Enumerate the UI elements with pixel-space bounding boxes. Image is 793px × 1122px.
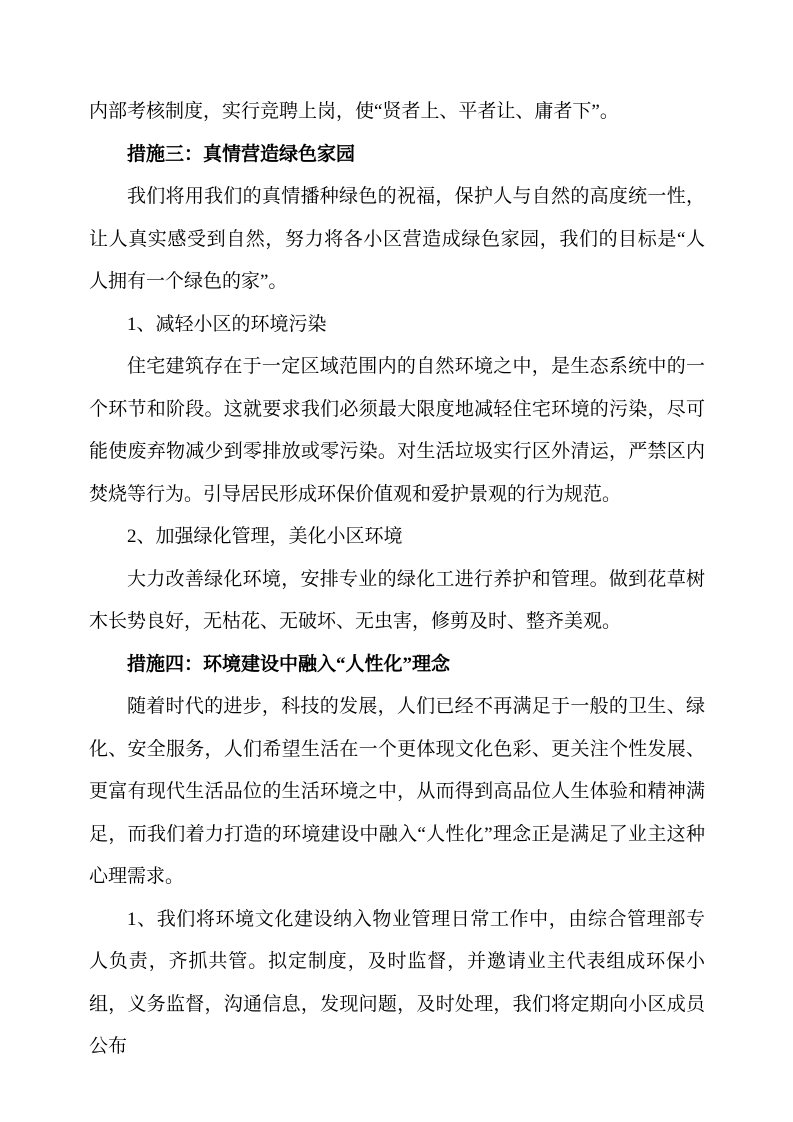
paragraph: 随着时代的进步，科技的发展，人们已经不再满足于一般的卫生、绿化、安全服务，人们希望生活在一个更体现文化色彩、更关注个性发展、更富有现代生活品位的生活环境之中，从而得到高品位人生体验和精神满足，而我们着力打造的环境建设中融入“人性化”理念正是满足了业主这种心理需求。 — [89, 696, 705, 887]
paragraph-continuation: 内部考核制度，实行竞聘上岗，使“贤者上、平者让、庸者下”。 — [89, 101, 619, 122]
paragraph-numbered-1: 1、我们将环境文化建设纳入物业管理日常工作中，由综合管理部专人负责，齐抓共管。拟定制度，及时监督，并邀请业主代表组成环保小组，义务监督，沟通信息，发现问题，及时处理，我们将定期向小区成员公布 — [89, 908, 705, 1057]
section-heading-measure-three: 措施三：真情营造绿色家园 — [127, 143, 356, 165]
paragraph: 我们将用我们的真情播种绿色的祝福，保护人与自然的高度统一性，让人真实感受到自然，努力将各小区营造成绿色家园，我们的目标是“人人拥有一个绿色的家”。 — [89, 186, 705, 292]
subheading-item-1: 1、减轻小区的环境污染 — [127, 313, 327, 335]
section-heading-measure-four: 措施四：环境建设中融入“人性化”理念 — [127, 653, 451, 675]
paragraph: 住宅建筑存在于一定区域范围内的自然环境之中，是生态系统中的一个环节和阶段。这就要求我们必须最大限度地减轻住宅环境的污染，尽可能使废弃物减少到零排放或零污染。对生活垃圾实行区外清运，严禁区内焚烧等行为。引导居民形成环保价值观和爱护景观的行为规范。 — [89, 356, 705, 505]
document-body — [89, 91, 705, 1069]
paragraph: 大力改善绿化环境，安排专业的绿化工进行养护和管理。做到花草树木长势良好，无枯花、无破坏、无虫害，修剪及时、整齐美观。 — [89, 568, 705, 632]
subheading-item-2: 2、加强绿化管理，美化小区环境 — [127, 526, 403, 547]
